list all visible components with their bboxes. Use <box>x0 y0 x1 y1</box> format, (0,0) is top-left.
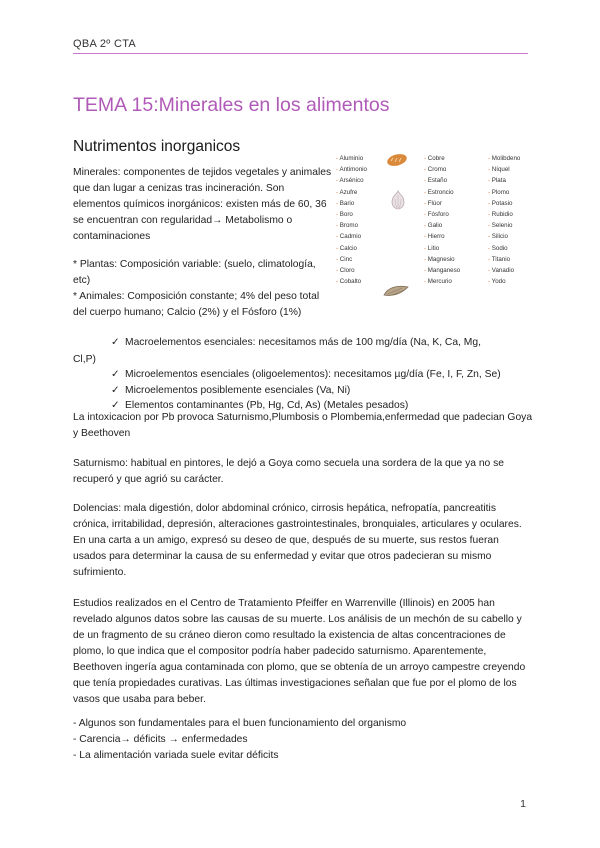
shellfish-icon <box>382 283 410 299</box>
mineral-item: - Manganeso <box>424 265 488 276</box>
mineral-item: - Titanio <box>488 254 552 265</box>
check-item-text: Microelementos posiblemente esenciales (Va, Ni) <box>125 384 351 396</box>
mineral-item: - Plomo <box>488 187 552 198</box>
check-item-text: Macroelementos esenciales: necesitamos más de 100 mg/día (Na, K, Ca, Mg, <box>125 337 481 348</box>
mineral-item: - Bromo <box>336 220 400 231</box>
bread-icon <box>386 153 408 167</box>
mineral-item: - Silicio <box>488 231 552 242</box>
mineral-item: - Potasio <box>488 198 552 209</box>
minerals-column-3 <box>488 153 552 287</box>
mineral-item: - Galio <box>424 220 488 231</box>
mineral-item: - Magnesio <box>424 254 488 265</box>
mineral-item: - Aluminio <box>336 153 400 164</box>
mineral-item: - Estroncio <box>424 187 488 198</box>
mineral-item: - Vanadio <box>488 265 552 276</box>
composition-notes <box>73 257 333 321</box>
mineral-item: - Cinc <box>336 254 400 265</box>
mineral-item: - Flúor <box>424 198 488 209</box>
mineral-item: - Arsénico <box>336 175 400 186</box>
mineral-item: - Níquel <box>488 164 552 175</box>
check-item <box>73 367 533 383</box>
mineral-item: - Yodo <box>488 276 552 287</box>
mineral-item: - Hierro <box>424 231 488 242</box>
header-label: QBA 2º CTA <box>73 38 137 50</box>
minerals-column-2 <box>424 153 488 287</box>
page-number: 1 <box>520 798 526 810</box>
garlic-icon <box>388 189 408 211</box>
intoxication-paragraph: La intoxicacion por Pb provoca Saturnismo,Plumbosis o Plombemia,enfermedad que padecian Goya y Beethoven <box>73 412 533 439</box>
header-divider <box>73 53 528 54</box>
mineral-item: - Rubidio <box>488 209 552 220</box>
section-subtitle: Nutrimentos inorganicos <box>73 138 241 155</box>
mineral-item: - Bario <box>336 198 400 209</box>
mineral-item: - Litio <box>424 243 488 254</box>
list-item: - La alimentación variada suele evitar déficits <box>73 750 279 761</box>
plants-note: * Plantas: Composición variable: (suelo, climatología, etc) <box>73 259 316 286</box>
check-item-continuation: Cl,P) <box>73 353 96 365</box>
intro-paragraph: Minerales: componentes de tejidos vegetales y animales que dan lugar a cenizas tras incineración. Son elementos químicos inorgánicos: existen más de 60, 36 se encuentran con regularidad→ Metabolismo o contaminaciones <box>73 167 332 242</box>
check-icon: ✓ <box>111 369 120 380</box>
mineral-item: - Antimonio <box>336 164 400 175</box>
mineral-item: - Azufre <box>336 187 400 198</box>
list-item: - Carencia→ déficits → enfermedades <box>73 734 248 745</box>
bullet-list <box>73 716 533 764</box>
estudios-paragraph: Estudios realizados en el Centro de Tratamiento Pfeiffer en Warrenville (Illinois) en 2005 han revelado algunos datos sobre las causas de su muerte. Los análisis de un mechón de su cabello y de un fragmento de su cráneo dieron como resultado la existencia de altas concentraciones de plomo, lo que indica que el compositor podría haber padecido saturnismo. Aparentemente, Beethoven ingería agua contaminada con plomo, que se obtenía de un arroyo campestre creyendo que tenía propiedades curativas. Las últimas investigaciones señalan que fue por el plomo de los vasos que usaba para beber. <box>73 598 526 705</box>
minerals-table-image <box>336 153 532 321</box>
check-icon: ✓ <box>111 384 120 396</box>
mineral-item: - Cadmio <box>336 231 400 242</box>
check-icon: ✓ <box>111 400 120 411</box>
page-title: TEMA 15:Minerales en los alimentos <box>73 94 390 116</box>
check-icon: ✓ <box>111 337 120 348</box>
list-item: - Algunos son fundamentales para el buen funcionamiento del organismo <box>73 718 407 729</box>
mineral-item: - Selenio <box>488 220 552 231</box>
check-item-text: Microelementos esenciales (oligoelementos): necesitamos µg/día (Fe, I, F, Zn, Se) <box>125 369 501 380</box>
mineral-item: - Boro <box>336 209 400 220</box>
mineral-item: - Mercurio <box>424 276 488 287</box>
saturnismo-paragraph: Saturnismo: habitual en pintores, le dejó a Goya como secuela una sordera de la que ya no se recuperó y que agrió su carácter. <box>73 458 505 485</box>
mineral-item: - Sodio <box>488 243 552 254</box>
mineral-item: - Estaño <box>424 175 488 186</box>
animals-note: * Animales: Composición constante; 4% del peso total del cuerpo humano; Calcio (2%) y el Fósforo (1%) <box>73 291 320 318</box>
mineral-item: - Fósforo <box>424 209 488 220</box>
mineral-item: - Cobre <box>424 153 488 164</box>
element-classification-list <box>73 335 533 414</box>
mineral-item: - Calcio <box>336 243 400 254</box>
mineral-item: - Cromo <box>424 164 488 175</box>
check-item <box>73 383 533 399</box>
check-item <box>73 335 533 351</box>
mineral-item: - Cloro <box>336 265 400 276</box>
dolencias-paragraph: Dolencias: mala digestión, dolor abdominal crónico, cirrosis hepática, nefropatía, pancreatitis crónica, irritabilidad, depresión, alteraciones gastrointestinales, bronquiales, articulares y oculares. En una carta a un amigo, expresó su deseo de que, después de su muerte, sus restos fueran usados para determinar la causa de su enfermedad y evitar que otros padecieran su mismo sufrimiento. <box>73 503 522 578</box>
mineral-item: - Cobalto <box>336 276 400 287</box>
minerals-column-1 <box>336 153 400 287</box>
mineral-item: - Plata <box>488 175 552 186</box>
mineral-item: - Molibdeno <box>488 153 552 164</box>
check-item-text: Elementos contaminantes (Pb, Hg, Cd, As) (Metales pesados) <box>125 400 409 411</box>
